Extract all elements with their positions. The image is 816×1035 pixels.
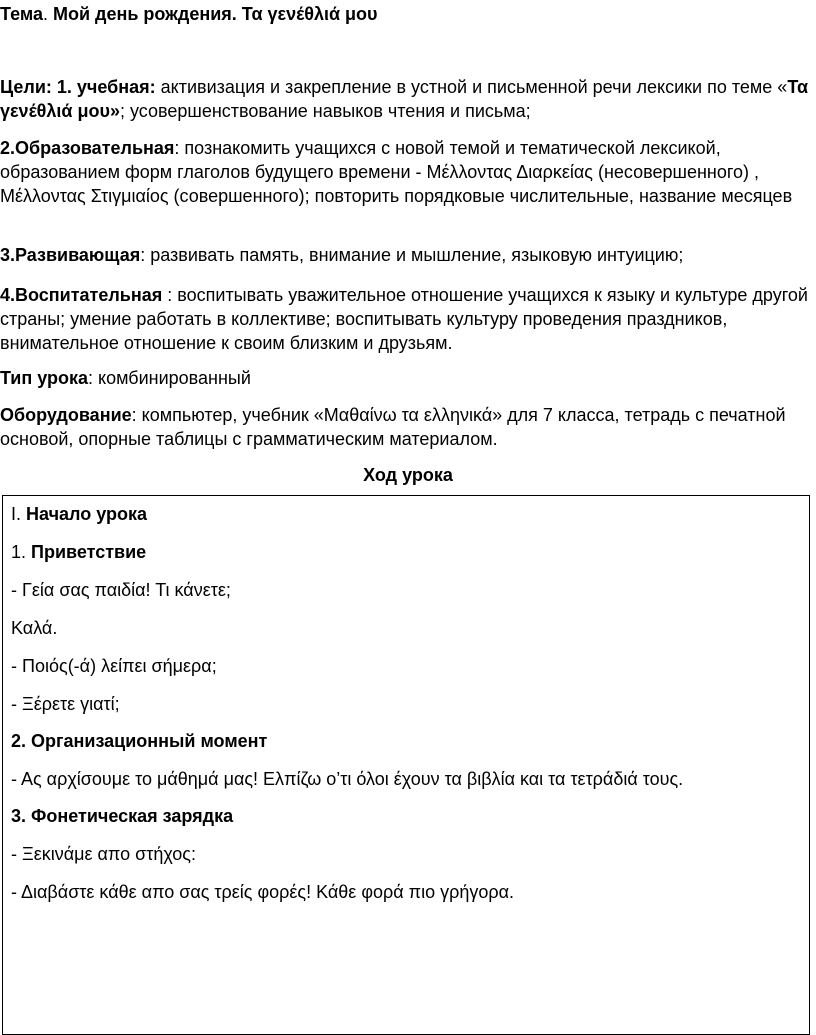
section-1-num: I. <box>11 504 27 524</box>
title-label: Тема <box>0 4 43 24</box>
equipment-label: Оборудование <box>0 405 132 425</box>
greeting-line-2: Καλά. <box>11 618 58 638</box>
greeting-line-1: - Γεία σας παιδία! Τι κάνετε; <box>11 580 231 600</box>
goal-1 <box>0 75 810 123</box>
greeting-line-4: - Ξέρετε γιατί; <box>11 694 120 714</box>
item-2-heading <box>11 729 267 753</box>
page-title <box>0 2 816 26</box>
goal-3-label: 3.Развивающая <box>0 245 141 265</box>
section-1-heading <box>11 502 147 526</box>
goal-2-label: 2.Образовательная <box>0 138 175 158</box>
goal-3-text: : развивать память, внимание и мышление, языковую интуицию; <box>140 245 684 265</box>
goal-2-text: : познакомить учащихся с новой темой и тематической лексикой, образованием форм глаголов будущего времени - Μέλλοντας Διαρκείας (несовершенного) , Μέλλοντας Στιγμιαίος (совершенного); повторить порядковые числительные, название месяцев <box>0 138 793 206</box>
equipment <box>0 403 810 451</box>
item-1-heading <box>11 540 146 564</box>
org-line-1: - Ας αρχίσουμε το μάθημά μας! Ελπίζω ο’τι όλοι έχουν τα βιβλία και τα τετράδιά τους. <box>11 769 684 789</box>
greeting-line-3: - Ποιός(-ά) λείπει σήμερα; <box>11 656 217 676</box>
lesson-type <box>0 366 810 390</box>
goal-1-text: активизация и закрепление в устной и письменной речи лексики по теме « <box>155 77 788 97</box>
item-1-num: 1. <box>11 542 32 562</box>
item-3-heading <box>11 804 233 828</box>
goal-4-text: : воспитывать уважительное отношение учащихся к языку и культуре другой страны; умение работать в коллективе; воспитывать культуру проведения праздников, внимательное отношение к своим близким и друзьям. <box>0 285 808 353</box>
title-dot: . <box>42 4 48 24</box>
lesson-course-box <box>2 495 810 1035</box>
course-heading-text: Ход урока <box>363 465 453 485</box>
goal-1-text-end: ; усовершенствование навыков чтения и письма; <box>120 101 531 121</box>
lesson-type-label: Тип урока <box>0 368 89 388</box>
goal-1-label: Цели: 1. учебная: <box>0 77 156 97</box>
section-1-label: Начало урока <box>26 504 148 524</box>
goal-3 <box>0 243 810 267</box>
item-3-label: 3. Фонетическая зарядка <box>11 806 234 826</box>
lesson-type-text: : комбинированный <box>88 368 251 388</box>
phonetic-line-1: - Ξεκινάμε απο στήχος: <box>11 844 196 864</box>
goal-1-topic: Τα γενέθλιά μου» <box>0 77 809 121</box>
item-1-label: Приветствие <box>31 542 147 562</box>
course-heading <box>0 463 816 487</box>
phonetic-line-2: - Διαβάστε κάθε απο σας τρείς φορές! Κάθε φορά πιο γρήγορα. <box>11 882 514 902</box>
goal-2 <box>0 136 810 208</box>
goal-4 <box>0 283 810 355</box>
equipment-text: : компьютер, учебник «Μαθαίνω τα ελληνικά» для 7 класса, тетрадь с печатной основой, опорные таблицы с грамматическим материалом. <box>0 405 786 449</box>
goal-4-label: 4.Воспитательная <box>0 285 163 305</box>
item-2-label: 2. Организационный момент <box>11 731 268 751</box>
title-text: Мой день рождения. Τα γενέθλιά μου <box>47 4 378 24</box>
